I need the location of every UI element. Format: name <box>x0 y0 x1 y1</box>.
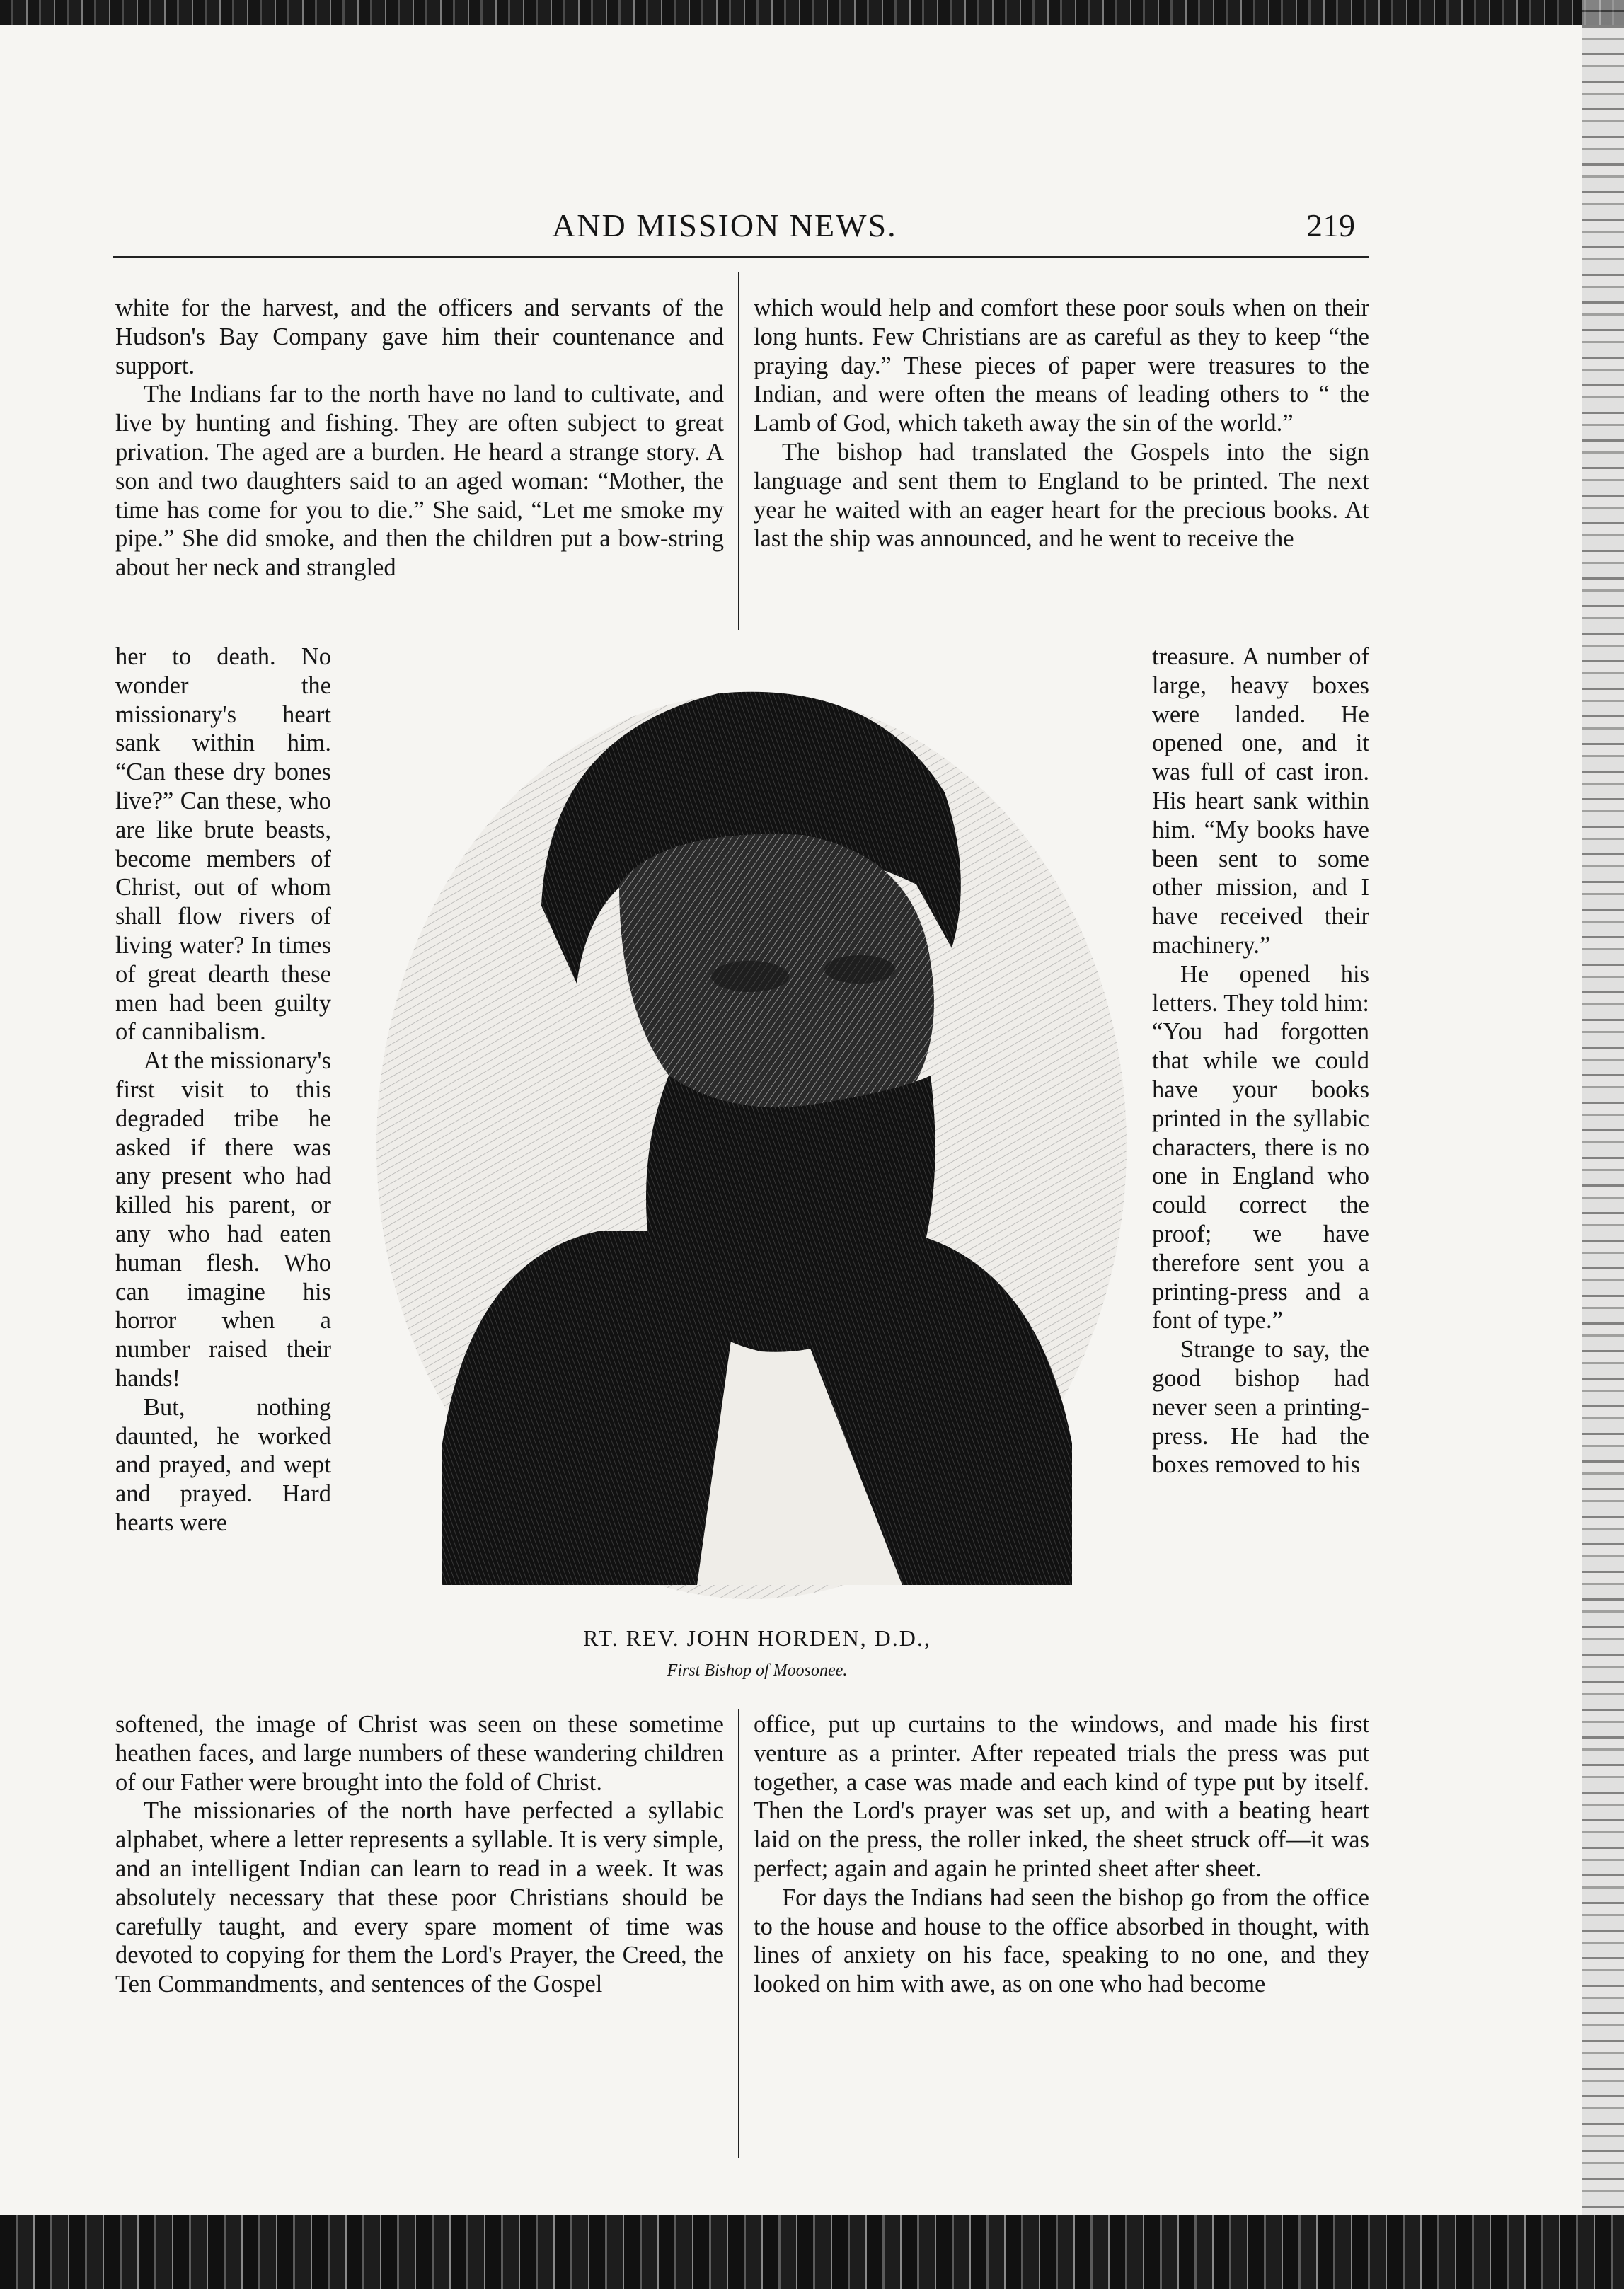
paragraph: The bishop had translated the Gospels into the sign language and sent them to England to be printed. The next year he waited with an eager heart for the precious books. At last the ship was announced, and he went to receive the <box>754 438 1369 553</box>
bishop-portrait-engraving <box>364 651 1139 1606</box>
paragraph: But, nothing daunted, he worked and prayed, and wept and prayed. Hard hearts were <box>115 1393 331 1536</box>
paragraph: He opened his letters. They told him: “You had forgotten that while we could have your books printed in the syllabic characters, there is no one in England who could correct the proof; we have therefore sent you a printing-press and a font of type.” <box>1152 960 1369 1334</box>
paragraph: softened, the image of Christ was seen on these sometime heathen faces, and large numbers of these wandering children of our Father were brought into the fold of Christ. <box>115 1711 724 1796</box>
scan-edge-right <box>1582 0 1624 2289</box>
paragraph: her to death. No wonder the missionary's heart sank within him. “Can these dry bones live?” Can these, who are like brute beasts, become members of Christ, out of whom shall flow rivers of living water? In times of great dearth these men had been guilty of cannibalism. <box>115 643 331 1046</box>
right-column-top <box>754 294 1369 553</box>
paragraph: office, put up curtains to the windows, and made his first venture as a printer. After repeated trials the press was put together, a case was made and each kind of type put by itself. Then the Lord's prayer was set up, and with a beating heart laid on the press, the roller inked, the sheet struck off—it was perfect; again and again he printed sheet after sheet. <box>754 1711 1369 1882</box>
page-number: 219 <box>1306 207 1355 243</box>
paragraph: The missionaries of the north have perfected a syllabic alphabet, where a letter represents a syllable. It is very simple, and an intelligent Indian can learn to read in a week. It was absolutely necessary that these poor Christians should be carefully taught, and every spare moment of time was devoted to copying for them the Lord's Prayer, the Creed, the Ten Commandments, and sentences of the Gospel <box>115 1797 724 1998</box>
figure-caption-subtitle: First Bishop of Moosonee. <box>667 1661 848 1680</box>
right-column-wrap <box>1152 642 1369 1480</box>
figure-caption: RT. REV. JOHN HORDEN, D.D., <box>583 1625 931 1651</box>
page-header <box>113 207 1369 258</box>
running-head: AND MISSION NEWS. <box>552 207 897 243</box>
left-column-top <box>115 294 724 582</box>
paragraph: treasure. A number of large, heavy boxes were landed. He opened one, and it was full of cast iron. His heart sank within him. “My books have been sent to some other mission, and I have received their machinery.” <box>1152 643 1369 959</box>
scan-edge-top <box>0 0 1624 25</box>
scan-edge-bottom <box>0 2215 1624 2289</box>
paragraph: white for the harvest, and the officers and servants of the Hudson's Bay Company gave him their countenance and support. <box>115 294 724 379</box>
column-divider-bottom <box>738 1709 739 2158</box>
paragraph: For days the Indians had seen the bishop go from the office to the house and house to the office absorbed in thought, with lines of anxiety on his face, speaking to no one, and they looked on him with awe, as on one who had become <box>754 1884 1369 1998</box>
paragraph: Strange to say, the good bishop had never seen a printing-press. He had the boxes removed to his <box>1152 1336 1369 1479</box>
column-divider-top <box>738 272 739 630</box>
right-column-bottom <box>754 1710 1369 1999</box>
paragraph: The Indians far to the north have no land to cultivate, and live by hunting and fishing. They are often subject to great privation. The aged are a burden. He heard a strange story. A son and two daughters said to an aged woman: “Mother, the time has come for you to die.” She said, “Let me smoke my pipe.” She did smoke, and then the children put a bow-string about her neck and strangled <box>115 381 724 582</box>
paragraph: which would help and comfort these poor souls when on their long hunts. Few Christians are as careful as they to keep “the praying day.” These pieces of paper were treasures to the Indian, and were often the means of leading others to “ the Lamb of God, which taketh away the sin of the world.” <box>754 294 1369 437</box>
left-column-bottom <box>115 1710 724 1999</box>
left-column-wrap <box>115 642 331 1538</box>
paragraph: At the missionary's first visit to this degraded tribe he asked if there was any present who had killed his parent, or any who had eaten human flesh. Who can imagine his horror when a number raised their hands! <box>115 1047 331 1392</box>
